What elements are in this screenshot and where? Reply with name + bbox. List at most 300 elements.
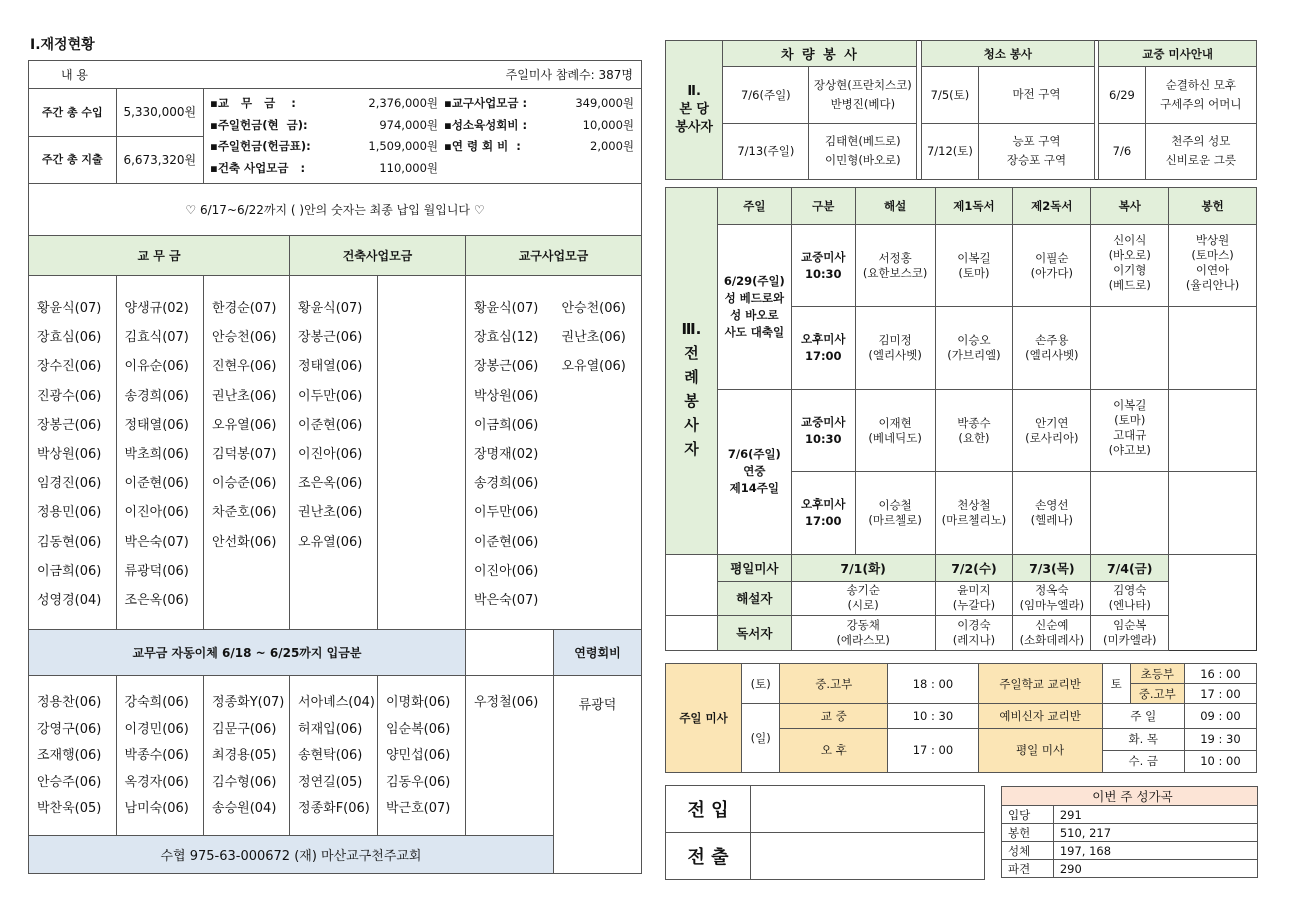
weekday-role: 해설자	[717, 581, 791, 616]
mass-type	[791, 307, 855, 390]
mid-label: 중.고부	[1130, 684, 1184, 704]
cell-line: 연중	[743, 464, 766, 479]
weekly-expense: 6,673,320원	[123, 153, 197, 167]
cell-line: 손주용	[1035, 333, 1069, 348]
name-entry: 진광수(06)	[37, 388, 102, 404]
liturgy-c	[855, 307, 935, 390]
blank	[666, 616, 718, 651]
liturgy-c	[855, 389, 935, 472]
hymn-key: 봉헌	[1002, 824, 1054, 842]
liturgy-head: 구분	[791, 188, 855, 225]
finance-items-right	[444, 93, 634, 179]
liturgy-head: 주일	[717, 188, 791, 225]
section-title: Ⅰ.재정현황	[30, 37, 95, 53]
finance-table	[28, 60, 642, 874]
cell-line: 성 베드로와	[724, 290, 785, 305]
liturgy-r1	[935, 472, 1013, 555]
cell-line: 박종수	[957, 415, 991, 430]
sunday-label	[717, 224, 791, 389]
sat-label: (토)	[742, 664, 780, 704]
weekly-income-label: 주간 총 수입	[29, 89, 116, 137]
hymn-value: 510, 217	[1053, 824, 1257, 842]
finance-item-label: ▪연 령 회 비 :	[444, 139, 521, 153]
cell-line: (미카엘라)	[1103, 633, 1157, 648]
cell-line: 신이식	[1113, 232, 1147, 247]
name-entry: 장효심(12)	[473, 330, 539, 346]
name-entry: 장명재(02)	[473, 446, 539, 462]
liturgy-head: 제2독서	[1013, 188, 1091, 225]
liturgy-head: 복사	[1091, 188, 1169, 225]
weekday-person	[935, 616, 1013, 651]
cell-line: (토마)	[1114, 412, 1146, 427]
finance-item	[210, 158, 438, 180]
name-entry: 장수진(06)	[37, 359, 102, 375]
name-entry: 이준현(06)	[473, 534, 539, 550]
name-entry: 이진아(06)	[473, 563, 539, 579]
cell-line: 강동채	[846, 618, 880, 633]
car-date: 7/13(주일)	[723, 123, 809, 179]
mass-name	[1145, 123, 1256, 179]
age-head: 연령회비	[553, 630, 641, 676]
weekday-date: 7/3(목)	[1013, 555, 1091, 582]
name-entry: 양민섭(06)	[386, 748, 451, 763]
finance-item-value: 10,000원	[582, 117, 635, 132]
name-entry: 안승주(06)	[37, 774, 102, 790]
liturgy-off	[1169, 389, 1257, 472]
name-entry: 양생규(02)	[124, 301, 189, 316]
finance-item-value: 2,376,000원	[368, 96, 439, 110]
name-entry: 이명화(06)	[386, 695, 451, 710]
side-line: 자	[684, 440, 699, 459]
cell-line: (가브리엘)	[947, 348, 1001, 363]
name-entry: 이두만(06)	[298, 388, 363, 404]
weekday-label: 평일 미사	[978, 728, 1102, 772]
cell-line: 교중미사	[801, 249, 846, 264]
name-entry: 정태열(06)	[124, 417, 189, 433]
cell-line: 10:30	[804, 266, 842, 281]
liturgy-side-label	[666, 224, 718, 554]
car-date: 7/6(주일)	[723, 67, 809, 123]
name-entry: 이진아(06)	[298, 446, 363, 462]
cell-line: (엘리사벳)	[1025, 348, 1079, 363]
liturgy-r2	[1013, 472, 1091, 555]
cate-day: 주 일	[1102, 704, 1184, 728]
cell-line: 이복길	[1113, 397, 1147, 412]
name-entry: 황윤식(07)	[37, 301, 102, 316]
youth-mass: 중.고부	[780, 664, 888, 704]
name-entry: 권난초(06)	[561, 330, 626, 346]
age-name: 류광덕	[553, 676, 641, 874]
cate-time: 09 : 00	[1184, 704, 1256, 728]
weekly-expense-label: 주간 총 지출	[41, 153, 103, 166]
name-entry: 박은숙(07)	[473, 592, 539, 608]
liturgy-r2	[1013, 224, 1091, 307]
clean-area	[979, 67, 1095, 123]
building-head: 건축사업모금	[290, 236, 466, 276]
finance-items-left	[210, 93, 438, 179]
name-entry: 이유순(06)	[124, 359, 189, 375]
name-entry: 박상원(06)	[37, 446, 102, 462]
name-entry: 오유열(06)	[561, 359, 626, 375]
cell-line: 장상현(프란치스코)	[813, 77, 912, 92]
hymn-key: 파견	[1002, 860, 1054, 878]
mass-type	[791, 389, 855, 472]
name-entry: 조은옥(06)	[124, 592, 189, 608]
name-entry: 이준현(06)	[124, 476, 189, 492]
cell-line: 김태현(베드로)	[825, 134, 901, 149]
side-line: 례	[684, 368, 699, 387]
finance-item	[444, 115, 634, 137]
weekday-date: 7/4(금)	[1091, 555, 1169, 582]
cell-line: (베네딕도)	[868, 430, 922, 445]
liturgy-table	[665, 187, 1257, 651]
name-entry: 황윤식(07)	[298, 301, 363, 316]
account: 수협 975-63-000672 (재) 마산교구천주교회	[29, 836, 554, 874]
cell-line: (로사리아)	[1025, 430, 1079, 445]
name-entry: 송승원(04)	[212, 801, 277, 816]
car-names	[809, 67, 917, 123]
gyomu-head: 교 무 금	[29, 236, 290, 276]
name-entry: 이금희(06)	[473, 417, 539, 433]
liturgy-c	[855, 224, 935, 307]
side-line: 사	[684, 416, 699, 435]
auto-head: 교무금 자동이체 6/18 ~ 6/25까지 입금분	[29, 630, 466, 676]
cell-line: 김미정	[878, 333, 912, 348]
mass-schedule	[665, 663, 1257, 773]
clean-date: 7/12(토)	[921, 123, 978, 179]
blank	[666, 581, 718, 616]
name-entry: 조재행(06)	[37, 748, 102, 763]
car-head: 차 량 봉 사	[723, 41, 917, 67]
finance-item-label: ▪주일헌금(헌금표):	[210, 139, 311, 153]
cell-line: (율리안나)	[1185, 277, 1240, 292]
finance-item	[210, 115, 438, 137]
cell-line: (헬레나)	[1030, 513, 1073, 528]
name-entry: 강숙희(06)	[124, 695, 189, 710]
cell-line: 이민형(바오로)	[825, 153, 901, 168]
cell-line: (레지나)	[952, 633, 996, 648]
name-entry: 이진아(06)	[124, 505, 189, 521]
name-entry: 정종화F(06)	[298, 801, 370, 816]
name-entry: 김동현(06)	[37, 534, 102, 550]
finance-item	[210, 93, 438, 115]
cell-line: (에라스모)	[836, 633, 890, 648]
cell-line: 반병진(베다)	[830, 96, 896, 111]
name-entry: 이준현(06)	[298, 417, 363, 433]
cell-line: 윤미지	[957, 583, 991, 598]
liturgy-off	[1169, 472, 1257, 555]
move-out-label: 전 출	[666, 833, 751, 880]
name-entry: 안승천(06)	[212, 330, 277, 346]
liturgy-head: 봉헌	[1169, 188, 1257, 225]
finance-item-label: ▪성소육성회비 :	[444, 117, 528, 132]
cell-line: (누갈다)	[952, 598, 996, 613]
finance-item-label: ▪건축 사업모금 :	[210, 160, 306, 175]
cell-line: 마전 구역	[1012, 87, 1061, 102]
wd2-time: 10 : 00	[1184, 750, 1256, 772]
name-entry: 김효식(07)	[124, 330, 189, 346]
name-entry: 정종화Y(07)	[212, 695, 285, 710]
liturgy-head: 제1독서	[935, 188, 1013, 225]
hymn-key: 입당	[1002, 806, 1054, 824]
mass-head: 교중 미사안내	[1099, 41, 1257, 67]
weekday-date: 7/1(화)	[791, 555, 935, 582]
main-mass: 교 중	[780, 704, 888, 728]
liturgy-alt	[1091, 224, 1169, 307]
cell-line: 천상철	[957, 498, 991, 513]
cell-line: (임마누엘라)	[1019, 598, 1085, 613]
name-entry: 옥경자(06)	[124, 774, 189, 790]
wd2-label: 수. 금	[1102, 750, 1184, 772]
move-in-label: 전 입	[666, 786, 751, 833]
name-entry: 오유열(06)	[212, 417, 277, 433]
cell-line: 이필순	[1035, 250, 1069, 265]
schedule-label: 주일 미사	[666, 664, 742, 773]
name-entry: 최경용(05)	[212, 748, 277, 763]
wd1-label: 화. 목	[1102, 728, 1184, 750]
name-entry: 임경진(06)	[37, 476, 102, 492]
cell-line: 이경숙	[957, 618, 991, 633]
liturgy-head: 해설	[855, 188, 935, 225]
name-entry: 박근호(07)	[386, 801, 451, 816]
finance-item	[444, 136, 634, 158]
car-names	[809, 123, 917, 179]
name-entry: 박은숙(07)	[124, 534, 189, 550]
cell-line: 고대규	[1113, 427, 1147, 442]
cell-line: (시로)	[847, 598, 879, 613]
weekday-person	[1091, 581, 1169, 616]
cell-line: (베드로)	[1108, 277, 1151, 292]
cell-line: 이승철	[878, 498, 912, 513]
hymn-table	[1001, 786, 1258, 878]
mass-attendance: 주일미사 참례수: 387명	[505, 68, 633, 82]
name-entry: 조은옥(06)	[298, 476, 363, 492]
liturgy-r2	[1013, 389, 1091, 472]
mass-name	[1145, 67, 1256, 123]
name-entry: 이경민(06)	[124, 721, 189, 737]
hymn-value: 197, 168	[1053, 842, 1257, 860]
finance-item-value: 110,000원	[379, 160, 439, 175]
service-table	[665, 40, 1257, 180]
weekday-person	[1013, 616, 1091, 651]
cell-line: (마르첼로)	[868, 513, 922, 528]
hymn-value: 291	[1053, 806, 1257, 824]
name-entry: 김수형(06)	[212, 774, 277, 790]
side-line: 봉사자	[675, 120, 713, 135]
clean-head: 청소 봉사	[921, 41, 1094, 67]
liturgy-r1	[935, 307, 1013, 390]
blank	[666, 555, 718, 582]
diocese-head: 교구사업모금	[465, 236, 641, 276]
cell-line: 신순예	[1035, 618, 1069, 633]
finance-item-label: ▪주일헌금(현 금):	[210, 117, 308, 132]
hymn-value: 290	[1053, 860, 1257, 878]
cell-line: 이연아	[1195, 262, 1230, 277]
finance-item-value: 349,000원	[575, 96, 635, 110]
clean-area	[979, 123, 1095, 179]
cell-line: (엔나타)	[1108, 598, 1151, 613]
name-entry: 안승천(06)	[561, 301, 626, 316]
youth-time: 18 : 00	[888, 664, 978, 704]
weekday-date: 7/2(수)	[935, 555, 1013, 582]
side-line: 전	[684, 344, 699, 363]
cell-line: 17:00	[804, 514, 842, 529]
cell-line: (마르첼리노)	[941, 513, 1007, 528]
hymn-title: 이번 주 성가곡	[1002, 787, 1258, 806]
weekday-person	[791, 616, 935, 651]
name-entry: 서아녜스(04)	[298, 695, 375, 710]
name-entry: 정용민(06)	[37, 505, 102, 521]
cell-line: 안기연	[1035, 415, 1069, 430]
name-entry: 권난초(06)	[212, 388, 277, 404]
cell-line: 송기순	[846, 583, 880, 598]
name-entry: 박찬욱(05)	[37, 801, 102, 816]
elem-time: 16 : 00	[1184, 664, 1256, 684]
side-line: 본 당	[679, 102, 709, 117]
name-entry: 황윤식(07)	[473, 301, 539, 316]
cell-line: (엘리사벳)	[868, 348, 922, 363]
after-mass: 오 후	[780, 728, 888, 772]
name-entry: 우정철(06)	[473, 695, 539, 710]
cell-line: (토마)	[958, 265, 990, 280]
cell-line: 신비로운 그릇	[1165, 153, 1236, 168]
cell-line: 10:30	[804, 431, 842, 446]
cell-line: 오후미사	[801, 497, 846, 512]
cell-line: 7/6(주일)	[727, 447, 781, 462]
wd1-time: 19 : 30	[1184, 728, 1256, 750]
finance-item-label: ▪교 무 금 :	[210, 96, 296, 110]
name-entry: 강영구(06)	[37, 721, 102, 737]
liturgy-c	[855, 472, 935, 555]
cell-line: 이복길	[957, 250, 991, 265]
liturgy-r1	[935, 389, 1013, 472]
cell-line: (바오로)	[1108, 247, 1151, 262]
name-entry: 송현탁(06)	[298, 748, 363, 763]
notice: ♡ 6/17~6/22까지 ( )안의 숫자는 최종 납입 월입니다 ♡	[29, 184, 642, 236]
content-label: 내 용	[61, 68, 88, 82]
service-side-label	[666, 41, 723, 180]
cell-line: 정옥숙	[1035, 583, 1069, 598]
name-entry: 차준호(06)	[212, 505, 277, 521]
name-entry: 박초희(06)	[124, 446, 189, 462]
mass-type	[791, 472, 855, 555]
liturgy-alt	[1091, 389, 1169, 472]
name-entry: 성영경(04)	[37, 592, 102, 608]
weekday-person	[935, 581, 1013, 616]
liturgy-off	[1169, 307, 1257, 390]
finance-item-label: ▪교구사업모금 :	[444, 96, 528, 110]
name-entry: 한경순(07)	[212, 301, 277, 316]
name-entry: 김동우(06)	[386, 774, 451, 790]
cell-line: (소화데레사)	[1019, 633, 1085, 648]
mass-date: 7/6	[1099, 123, 1145, 179]
name-entry: 류광덕(06)	[124, 563, 189, 579]
sat-short: 토	[1102, 664, 1130, 704]
name-entry: 이승준(06)	[212, 476, 277, 492]
name-entry: 장봉근(06)	[37, 417, 102, 433]
name-entry: 장효심(06)	[37, 330, 102, 346]
name-entry: 박상원(06)	[473, 388, 539, 404]
cell-line: (야고보)	[1108, 442, 1151, 457]
side-line: 봉	[684, 392, 699, 411]
cell-line: 서정홍	[878, 250, 912, 265]
main-time: 10 : 30	[888, 704, 978, 728]
cell-line: 이기형	[1113, 262, 1147, 277]
transfer-box	[665, 785, 985, 880]
name-entry: 권난초(06)	[298, 505, 363, 521]
cell-line: 이재현	[878, 415, 912, 430]
cell-line: 박상원	[1195, 232, 1230, 247]
cell-line: 순결하신 모후	[1165, 77, 1236, 92]
cell-line: 장승포 구역	[1006, 153, 1067, 168]
name-entry: 남미숙(06)	[124, 801, 189, 816]
hymn-key: 성체	[1002, 842, 1054, 860]
cell-line: 성 바오로	[730, 307, 779, 322]
name-entry: 정연길(05)	[298, 774, 363, 790]
name-entry: 송경희(06)	[473, 476, 539, 492]
name-entry: 안선화(06)	[212, 534, 277, 550]
name-entry: 오유열(06)	[298, 534, 363, 550]
name-entry: 장봉근(06)	[298, 330, 363, 346]
mass-date: 6/29	[1099, 67, 1145, 123]
finance-item	[444, 93, 634, 115]
name-entry: 정태열(06)	[298, 359, 363, 375]
mid-time: 17 : 00	[1184, 684, 1256, 704]
liturgy-alt	[1091, 307, 1169, 390]
cell-line: 구세주의 어머니	[1160, 96, 1242, 111]
liturgy-alt	[1091, 472, 1169, 555]
cell-line: 이승오	[957, 333, 991, 348]
sun-label: (일)	[742, 704, 780, 773]
name-entry: 이금희(06)	[37, 563, 102, 579]
name-entry: 허재입(06)	[298, 721, 363, 737]
liturgy-r2	[1013, 307, 1091, 390]
cell-line: 사도 대축일	[724, 324, 785, 339]
finance-item-value: 974,000원	[379, 117, 439, 132]
name-entry: 임순복(06)	[386, 721, 451, 737]
catechumen-label: 예비신자 교리반	[978, 704, 1102, 728]
name-entry: 김문구(06)	[212, 721, 277, 737]
cell-line: (요한)	[958, 430, 990, 445]
name-entry: 김덕봉(07)	[212, 446, 277, 462]
cell-line: 6/29(주일)	[723, 273, 785, 288]
cell-line: 오후미사	[801, 332, 846, 347]
cell-line: (토마스)	[1191, 247, 1234, 262]
weekly-income: 5,330,000원	[117, 89, 204, 137]
cell-line: 임순복	[1113, 618, 1147, 633]
cell-line: 손영선	[1035, 498, 1069, 513]
school-label: 주일학교 교리반	[978, 664, 1102, 704]
cell-line: (요한보스코)	[862, 265, 928, 280]
cell-line: (아가다)	[1030, 265, 1073, 280]
name-entry: 송경희(06)	[124, 388, 189, 404]
name-entry: 정용찬(06)	[37, 695, 102, 710]
weekday-person	[1013, 581, 1091, 616]
finance-item-value: 1,509,000원	[368, 139, 439, 153]
liturgy-r1	[935, 224, 1013, 307]
cell-line: 능포 구역	[1012, 134, 1061, 149]
weekday-person	[791, 581, 935, 616]
cell-line: 교중미사	[801, 414, 846, 429]
side-line: Ⅱ.	[687, 84, 701, 99]
sunday-label	[717, 389, 791, 554]
finance-item-value: 2,000원	[590, 139, 635, 153]
cell-line: 천주의 성모	[1171, 134, 1231, 149]
mass-type	[791, 224, 855, 307]
after-time: 17 : 00	[888, 728, 978, 772]
weekday-person	[1091, 616, 1169, 651]
weekday-role: 독서자	[717, 616, 791, 651]
